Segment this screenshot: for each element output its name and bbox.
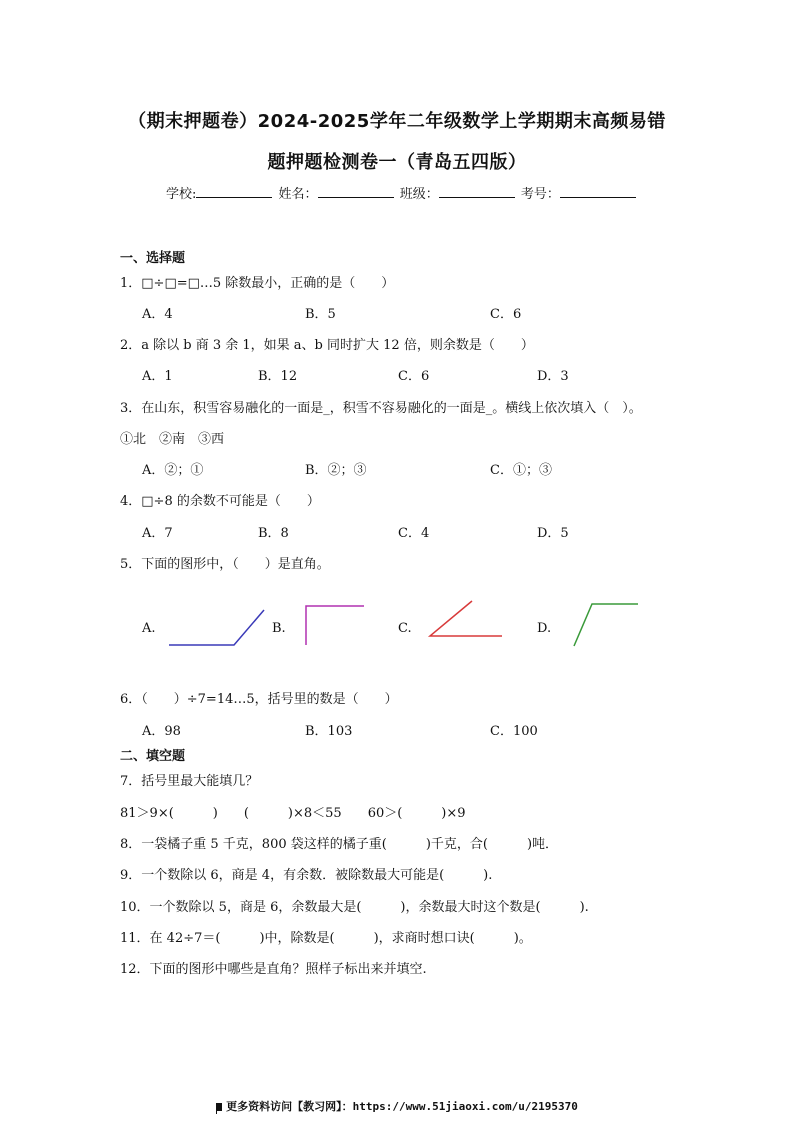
question-3: 3．在山东，积雪容易融化的一面是_，积雪不容易融化的一面是_。横线上依次填入（ ）。: [120, 401, 642, 416]
q2-option-b: B．12: [258, 369, 298, 384]
school-blank: [196, 185, 272, 198]
number-label: 考号：: [520, 187, 560, 202]
question-2: 2．a 除以 b 商 3 余 1，如果 a、b 同时扩大 12 倍，则余数是（ ）: [120, 338, 534, 353]
q3-option-b: B．②；③: [305, 463, 367, 478]
question-6: 6．（ ）÷7=14…5，括号里的数是（ ）: [120, 692, 398, 707]
angle-figure-d: [572, 602, 640, 648]
angle-figure-c: [428, 600, 504, 640]
class-label: 班级：: [399, 187, 439, 202]
angle-figure-a: [168, 608, 268, 648]
q4-option-c: C．4: [398, 526, 430, 541]
q6-option-b: B．103: [305, 724, 353, 739]
q5-option-a: A.: [142, 621, 156, 636]
q5-option-d: D.: [537, 621, 552, 636]
q3-option-c: C．①；③: [490, 463, 552, 478]
angle-figure-b: [304, 605, 366, 647]
q3-option-a: A．②；①: [142, 463, 204, 478]
name-blank: [318, 185, 394, 198]
name-label: 姓名：: [278, 187, 318, 202]
student-info-row: [166, 183, 638, 202]
q6-option-c: C．100: [490, 724, 538, 739]
footer-link[interactable]: [0, 1098, 794, 1114]
q4-option-d: D．5: [537, 526, 569, 541]
footer-text: 更多资料访问【教习网】：https://www.51jiaoxi.com/u/2195370: [226, 1100, 578, 1113]
q4-option-a: A．7: [142, 526, 173, 541]
q1-option-b: B．5: [305, 307, 336, 322]
q2-option-a: A．1: [142, 369, 173, 384]
flag-icon: [216, 1103, 222, 1111]
title-line-1: （期末押题卷）2024-2025学年二年级数学上学期期末高频易错: [128, 111, 666, 132]
section-fill-title: 二、填空题: [120, 749, 186, 764]
number-blank: [560, 185, 636, 198]
title-line-2: 题押题检测卷一（青岛五四版）: [267, 152, 527, 173]
section-choice-title: 一、选择题: [120, 251, 186, 266]
question-5: 5．下面的图形中，（ ）是直角。: [120, 557, 330, 572]
question-11: 11．在 42÷7＝( )中，除数是( )，求商时想口诀( )。: [120, 931, 532, 946]
q4-option-b: B．8: [258, 526, 289, 541]
q2-option-c: C．6: [398, 369, 430, 384]
question-7-line: 81＞9×( ) ( )×8＜55 60＞( )×9: [120, 806, 466, 821]
q2-option-d: D．3: [537, 369, 569, 384]
question-7: 7．括号里最大能填几？: [120, 774, 259, 789]
q5-option-b: B.: [272, 621, 286, 636]
question-10: 10．一个数除以 5，商是 6，余数最大是( )，余数最大时这个数是( ).: [120, 900, 589, 915]
class-blank: [439, 185, 515, 198]
question-12: 12．下面的图形中哪些是直角？照样子标出来并填空.: [120, 962, 427, 977]
q1-option-a: A．4: [142, 307, 173, 322]
q1-option-c: C．6: [490, 307, 522, 322]
question-1: 1．□÷□=□…5 除数最小，正确的是（ ）: [120, 276, 395, 291]
question-9: 9．一个数除以 6，商是 4，有余数．被除数最大可能是( ).: [120, 868, 493, 883]
school-label: 学校:: [166, 187, 197, 202]
q6-option-a: A．98: [142, 724, 181, 739]
question-8: 8．一袋橘子重 5 千克，800 袋这样的橘子重( )千克，合( )吨．: [120, 837, 559, 852]
q5-option-c: C.: [398, 621, 412, 636]
question-3-choices: ①北 ②南 ③西: [120, 432, 225, 447]
question-4: 4．□÷8 的余数不可能是（ ）: [120, 494, 320, 509]
